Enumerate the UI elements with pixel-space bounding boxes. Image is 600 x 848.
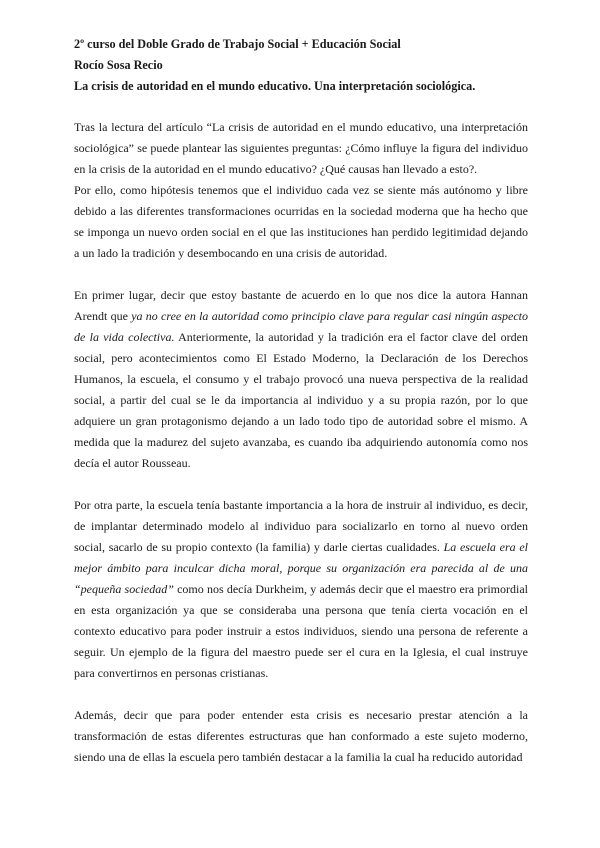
paragraph-school-text-b: como nos decía Durkheim, y además decir que el maestro era primordial en esta organización ya que se consideraba una persona que tenía cierta vocación en el contexto educativo para poder instruir a estos individuos, siendo una persona de referente a seguir. Un ejemplo de la figura del maestro puede ser el cura en la Iglesia, el cual instruye para convertirnos en personas cristianas. [74, 582, 528, 680]
paragraph-hypothesis: Por ello, como hipótesis tenemos que el individuo cada vez se siente más autónomo y libre debido a las diferentes transformaciones ocurridas en la sociedad moderna que ha hecho que se imponga un nuevo orden social en el que las instituciones han perdido legitimidad dejando a un lado la tradición y desembocando en una crisis de autoridad. [74, 183, 528, 260]
document-body [74, 117, 528, 768]
paragraph-structures: Además, decir que para poder entender esta crisis es necesario prestar atención a la transformación de estas diferentes estructuras que han conformado a este sujeto moderno, siendo una de ellas la escuela pero también destacar a la familia la cual ha reducido autoridad [74, 708, 528, 764]
paragraph-spacer [74, 684, 528, 705]
paragraph-intro-questions: Tras la lectura del artículo “La crisis de autoridad en el mundo educativo, una interpretación sociológica” se puede plantear las siguientes preguntas: ¿Cómo influye la figura del individuo en la crisis de la autoridad en el mundo educativo? ¿Qué causas han llevado a esto?. [74, 120, 528, 176]
arendt-quote: ya no cree en la autoridad como principio clave para regular casi ningún aspecto de la vida colectiva. [74, 309, 529, 344]
paragraph-spacer [74, 474, 528, 495]
author-name: Rocío Sosa Recio [74, 58, 163, 72]
document-title: La crisis de autoridad en el mundo educativo. Una interpretación sociológica. [74, 79, 476, 93]
paragraph-arendt-text-a: En primer lugar, decir que estoy bastante de acuerdo en lo que nos dice la autora Hannan Arendt que [74, 288, 528, 323]
paragraph-school [74, 495, 528, 684]
paragraph-arendt [74, 285, 528, 474]
paragraph-school-text-a: Por otra parte, la escuela tenía bastante importancia a la hora de instruir al individuo, es decir, de implantar determinado modelo al individuo para socializarlo en torno al nuevo orden social, sacarlo de su propio contexto (la familia) y darle ciertas cualidades. [74, 498, 528, 554]
document-header [74, 34, 534, 97]
course-line: 2º curso del Doble Grado de Trabajo Social + Educación Social [74, 37, 401, 51]
durkheim-quote: La escuela era el mejor ámbito para inculcar dicha moral, porque su organización era parecida al de una “pequeña sociedad” [74, 540, 528, 596]
paragraph-spacer [74, 264, 528, 285]
paragraph-arendt-text-b: Anteriormente, la autoridad y la tradición era el factor clave del orden social, pero acontecimientos como El Estado Moderno, la Declaración de los Derechos Humanos, la escuela, el consumo y el trabajo provocó una nueva perspectiva de la realidad social, a partir del cual se le da importancia al individuo y a su propia razón, por lo que adquiere un gran protagonismo dejando a un lado todo tipo de autoridad sobre el mismo. A medida que la madurez del sujeto avanzaba, es cuando iba adquiriendo autonomía como nos decía el autor Rousseau. [74, 330, 528, 470]
